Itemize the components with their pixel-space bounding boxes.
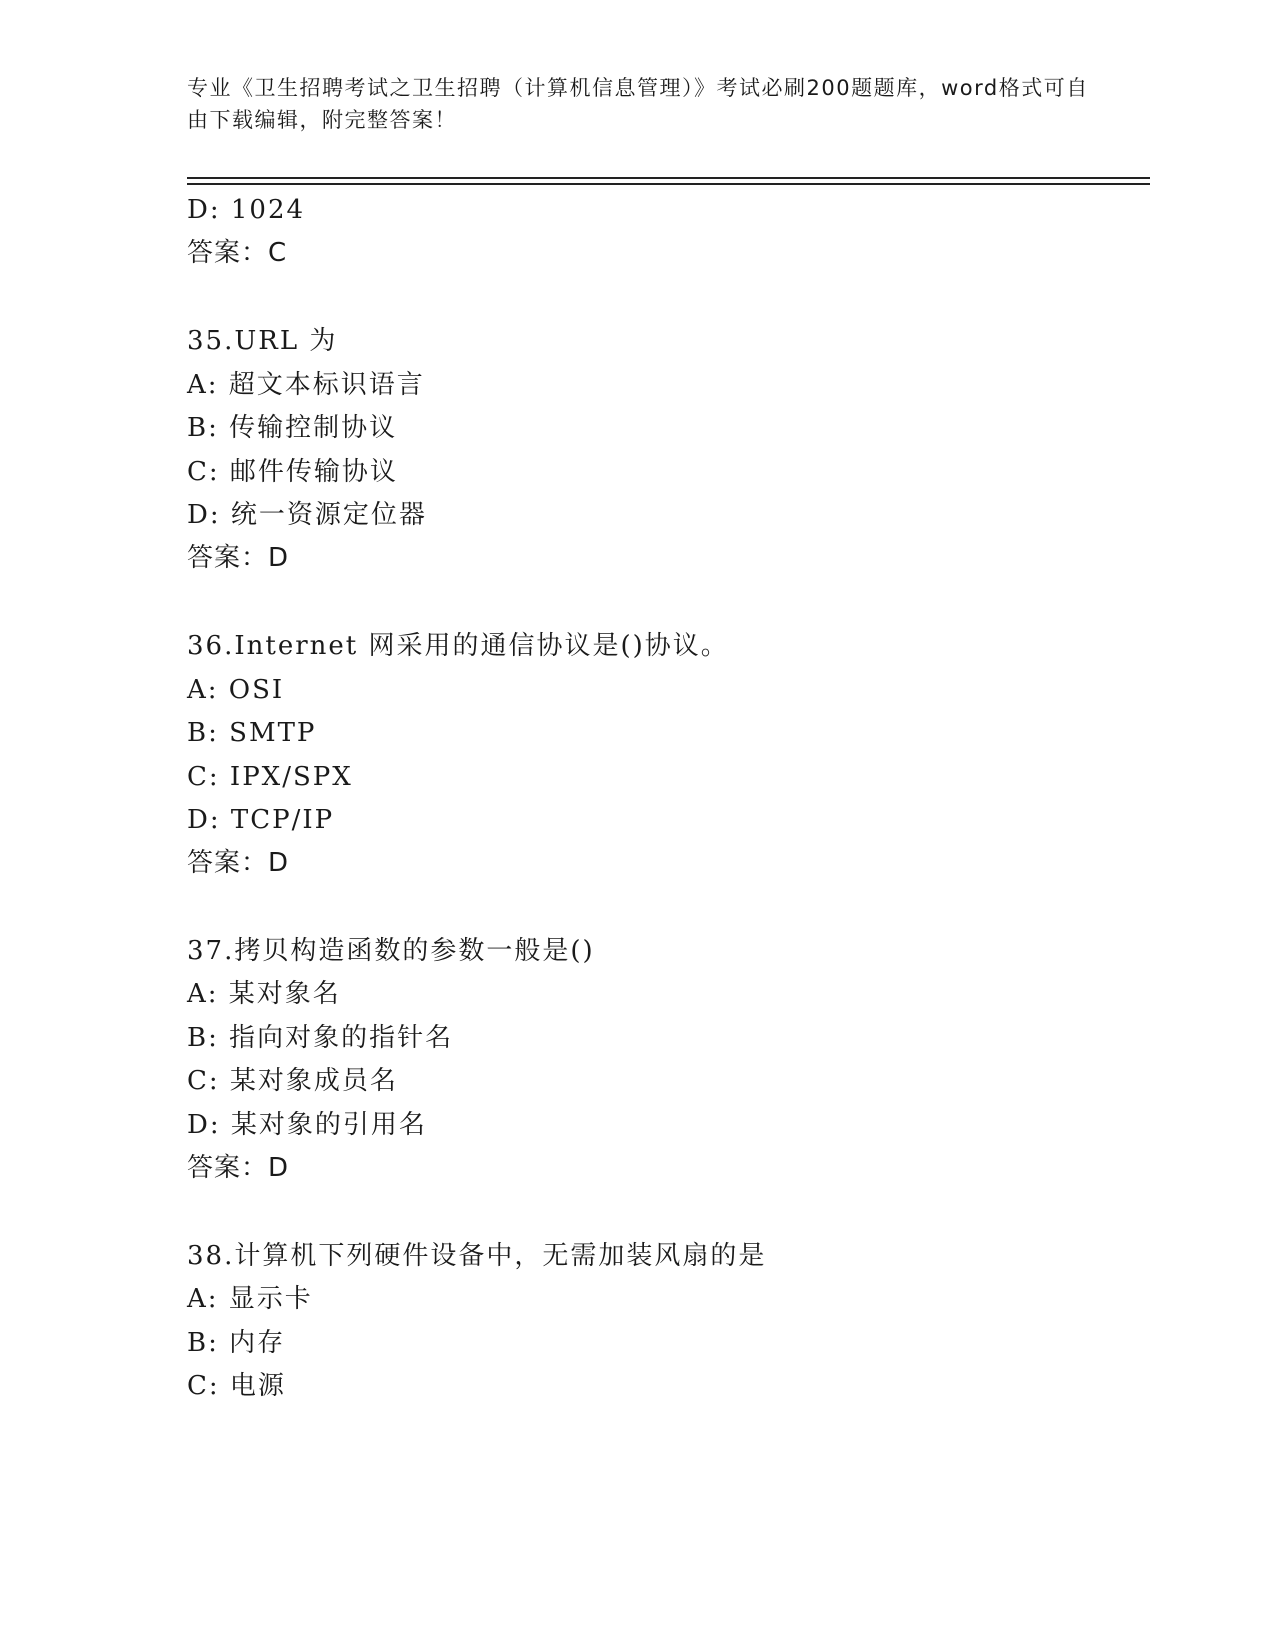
q35-question: 35.URL 为 <box>187 326 338 356</box>
q36-option-c: C: IPX/SPX <box>187 762 353 792</box>
q35-option-d: D: 统一资源定位器 <box>187 500 427 530</box>
header-rule-top <box>187 177 1150 179</box>
q36-option-d: D: TCP/IP <box>187 805 335 835</box>
q35-option-b: B: 传输控制协议 <box>187 413 398 443</box>
q36-option-a: A: OSI <box>187 675 285 705</box>
q37-option-d: D: 某对象的引用名 <box>187 1110 427 1140</box>
prev-answer: 答案：C <box>187 238 288 268</box>
prev-option-d: D: 1024 <box>187 195 306 225</box>
q36-question: 36.Internet 网采用的通信协议是()协议。 <box>187 631 729 661</box>
header-rule-bottom <box>187 183 1150 185</box>
q38-option-b: B: 内存 <box>187 1328 286 1358</box>
q38-question: 38.计算机下列硬件设备中，无需加装风扇的是 <box>187 1241 767 1271</box>
q35-option-c: C: 邮件传输协议 <box>187 457 398 487</box>
q37-question: 37.拷贝构造函数的参数一般是() <box>187 936 595 966</box>
q37-option-b: B: 指向对象的指针名 <box>187 1023 454 1053</box>
q38-option-c: C: 电源 <box>187 1371 286 1401</box>
q37-answer: 答案：D <box>187 1153 290 1183</box>
q36-answer: 答案：D <box>187 848 290 878</box>
document-header: 专业《卫生招聘考试之卫生招聘（计算机信息管理）》考试必刷200题题库，word格式可自由下载编辑，附完整答案！ <box>187 76 1089 132</box>
q37-option-c: C: 某对象成员名 <box>187 1066 398 1096</box>
q36-option-b: B: SMTP <box>187 718 317 748</box>
q38-option-a: A: 显示卡 <box>187 1284 313 1314</box>
q37-option-a: A: 某对象名 <box>187 979 341 1009</box>
q35-answer: 答案：D <box>187 543 290 573</box>
q35-option-a: A: 超文本标识语言 <box>187 370 425 400</box>
